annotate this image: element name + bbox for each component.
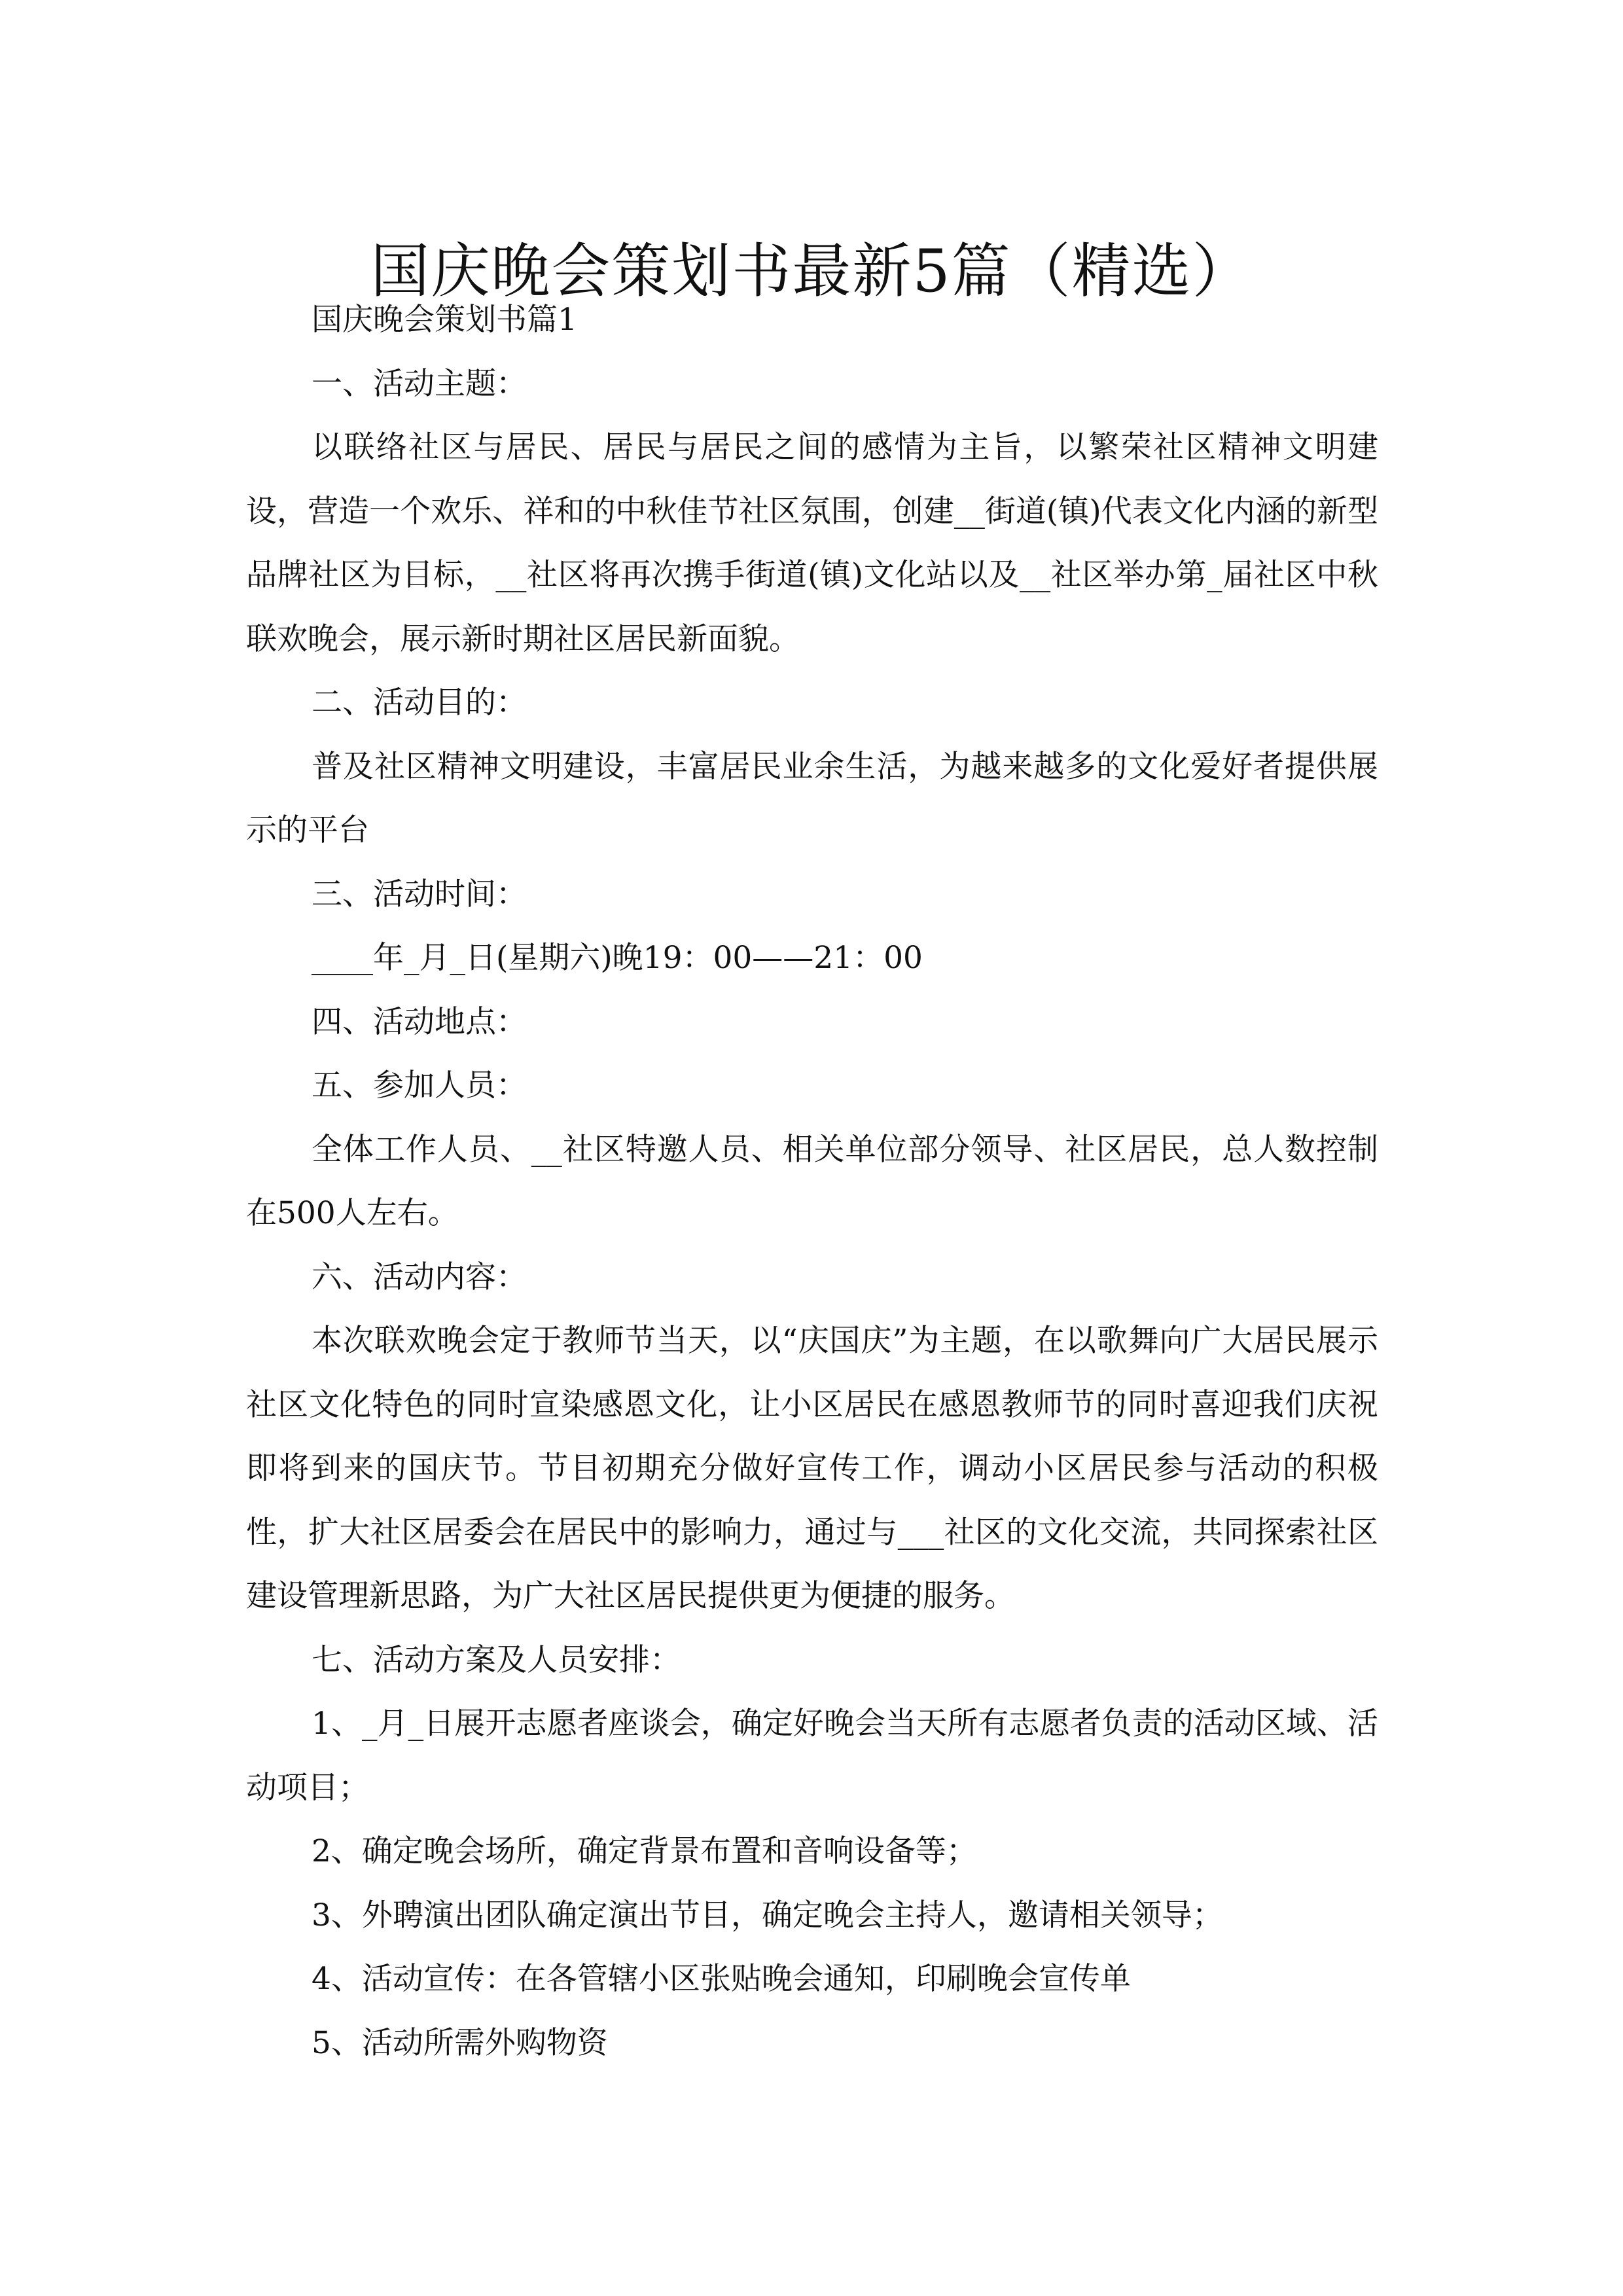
heading-location: 四、活动地点：	[312, 1003, 527, 1040]
list-item-4: 4、活动宣传：在各管辖小区张贴晚会通知，印刷晚会宣传单	[312, 1961, 1131, 1997]
heading-plan: 七、活动方案及人员安排：	[312, 1641, 681, 1678]
paragraph-participants: 全体工作人员、__社区特邀人员、相关单位部分领导、社区居民，总人数控制在500人左右。	[246, 1131, 1378, 1231]
heading-purpose: 二、活动目的：	[312, 685, 527, 721]
list-item-5: 5、活动所需外购物资	[312, 2024, 608, 2061]
paragraph-theme: 以联络社区与居民、居民与居民之间的感情为主旨，以繁荣社区精神文明建设，营造一个欢乐、祥和的中秋佳节社区氛围，创建__街道(镇)代表文化内涵的新型品牌社区为目标，__社区将再次携手街道(镇)文化站以及__社区举办第_届社区中秋联欢晚会，展示新时期社区居民新面貌。	[246, 429, 1378, 657]
document-title: 国庆晚会策划书最新5篇（精选）	[370, 237, 1253, 306]
paragraph-time: ____年_月_日(星期六)晚19：00——21：00	[312, 940, 923, 976]
list-item-3: 3、外聘演出团队确定演出节目，确定晚会主持人，邀请相关领导；	[312, 1897, 1223, 1933]
heading-theme: 一、活动主题：	[312, 365, 527, 402]
heading-time: 三、活动时间：	[312, 876, 527, 912]
heading-participants: 五、参加人员：	[312, 1067, 527, 1103]
heading-content: 六、活动内容：	[312, 1259, 527, 1295]
section-heading: 国庆晚会策划书篇1	[312, 302, 577, 338]
paragraph-content: 本次联欢晚会定于教师节当天，以“庆国庆”为主题，在以歌舞向广大居民展示社区文化特色的同时宣染感恩文化，让小区居民在感恩教师节的同时喜迎我们庆祝即将到来的国庆节。节目初期充分做好宣传工作，调动小区居民参与活动的积极性，扩大社区居委会在居民中的影响力，通过与___社区的文化交流，共同探索社区建设管理新思路，为广大社区居民提供更为便捷的服务。	[246, 1323, 1378, 1614]
list-item-2: 2、确定晚会场所，确定背景布置和音响设备等；	[312, 1833, 977, 1869]
document-body	[246, 288, 1378, 2075]
paragraph-purpose: 普及社区精神文明建设，丰富居民业余生活，为越来越多的文化爱好者提供展示的平台	[246, 748, 1378, 848]
list-item-1: 1、_月_日展开志愿者座谈会，确定好晚会当天所有志愿者负责的活动区域、活动项目；	[246, 1706, 1378, 1806]
